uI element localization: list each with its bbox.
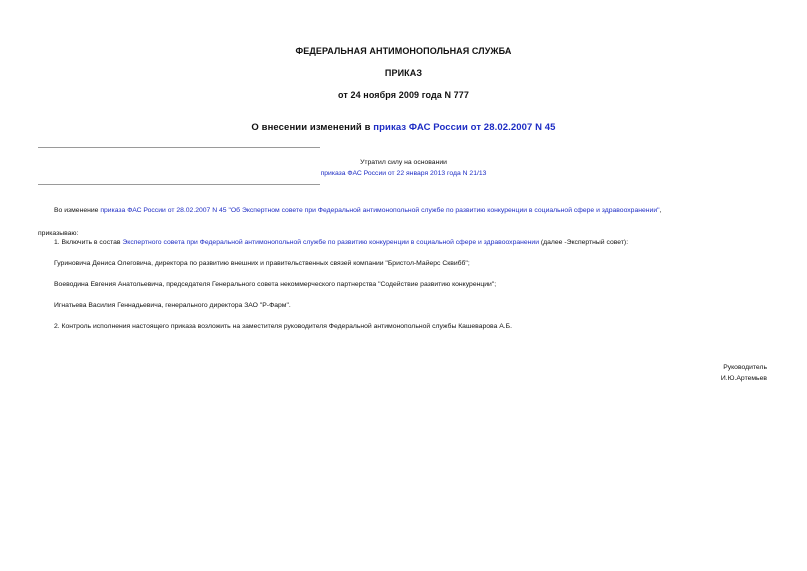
amended-order-link[interactable]: приказ ФАС России от 28.02.2007 N 45 [373, 122, 556, 133]
intro-suffix: , [659, 207, 662, 214]
member-paragraph-1: Гуриновича Дениса Олеговича, директора по развитию внешних и правительственных связей компании "Бристол-Майерс Сквибб"; [54, 260, 470, 267]
signature-name: И.Ю.Артемьев [720, 375, 767, 382]
subject-heading [0, 122, 807, 133]
voiding-order-link[interactable]: приказа ФАС России от 22 января 2013 года N 21/13 [320, 170, 487, 177]
document-type-heading: ПРИКАЗ [384, 68, 423, 78]
divider-bottom [38, 184, 320, 185]
voided-notice-line2 [0, 170, 807, 177]
member-paragraph-3: Игнатьева Василия Геннадьевича, генерального директора ЗАО "Р-Фарм". [54, 302, 291, 309]
intro-prefix: Во изменение [54, 207, 101, 214]
signature-title: Руководитель [723, 364, 767, 371]
orders-paragraph: приказываю: [38, 230, 79, 237]
divider-top [38, 147, 320, 148]
item-2-paragraph: 2. Контроль исполнения настоящего приказа возложить на заместителя руководителя Федеральной антимонопольной службы Кашеварова А.Б. [54, 323, 513, 330]
document-date-heading: от 24 ноября 2009 года N 777 [337, 90, 469, 100]
intro-order-link[interactable]: приказа ФАС России от 28.02.2007 N 45 "Об Экспертном совете при Федеральной антимонопольной службе по развитию конкуренции в социальной сфере и здравоохранении" [100, 207, 660, 214]
item-1-paragraph [54, 239, 628, 246]
voided-notice: Утратил силу на основании [360, 159, 447, 166]
intro-paragraph [54, 207, 661, 214]
item-1-prefix: 1. Включить в состав [54, 239, 123, 246]
expert-council-link[interactable]: Экспертного совета при Федеральной антимонопольной службе по развитию конкуренции в социальной сфере и здравоохранении [122, 239, 540, 246]
subject-prefix: О внесении изменений в [251, 122, 374, 133]
agency-heading: ФЕДЕРАЛЬНАЯ АНТИМОНОПОЛЬНАЯ СЛУЖБА [295, 46, 512, 56]
member-paragraph-2: Воеводина Евгения Анатольевича, председателя Генерального совета некоммерческого партнерства "Содействие развитию конкуренции"; [54, 281, 497, 288]
item-1-suffix: (далее -Экспертный совет): [539, 239, 629, 246]
